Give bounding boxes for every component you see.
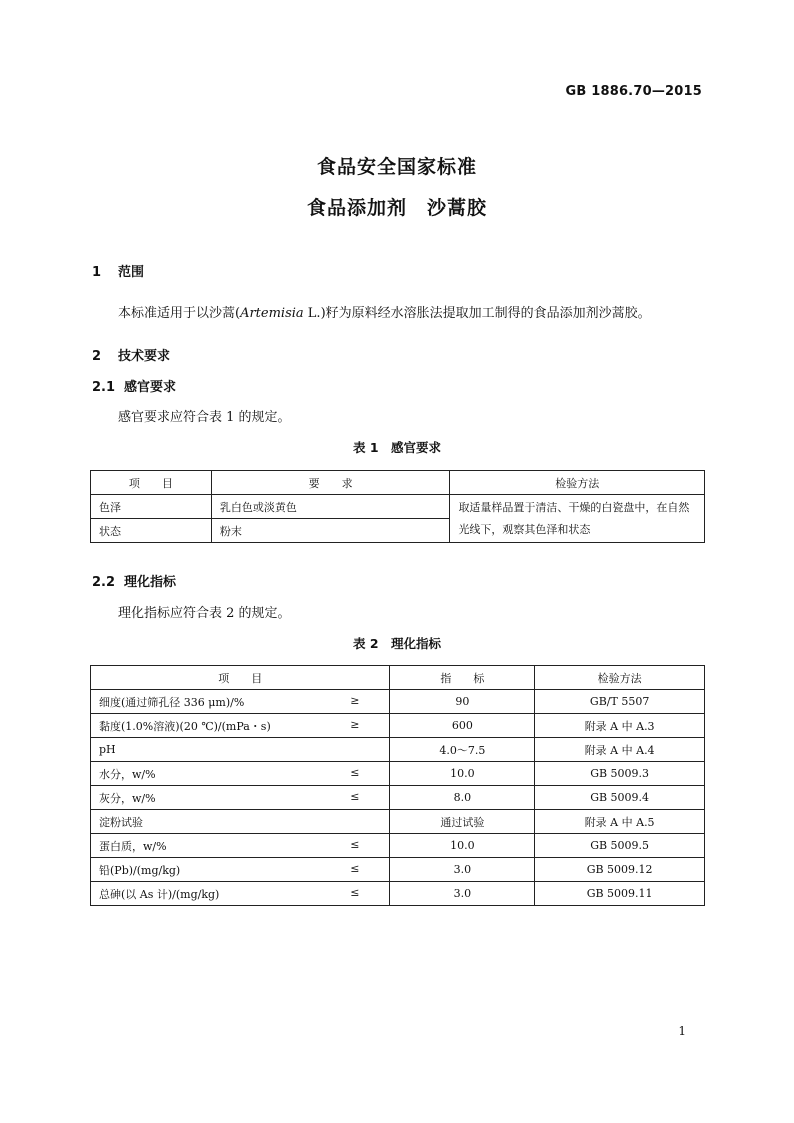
cell-value: 600 xyxy=(390,714,535,738)
table-row xyxy=(91,738,705,762)
table-1-sensory xyxy=(90,470,705,543)
table-1-caption: 表 1 感官要求 xyxy=(352,440,442,455)
item-label: 水分，w/% xyxy=(99,767,156,781)
cell-item xyxy=(91,882,390,906)
cell-value: 4.0～7.5 xyxy=(390,738,535,762)
section-title: 技术要求 xyxy=(118,349,171,364)
cell-requirement: 乳白色或淡黄色 xyxy=(211,495,450,519)
cell-method: 取适量样品置于清洁、干燥的白瓷盘中，在自然光线下，观察其色泽和状态 xyxy=(450,495,705,543)
table-2-physicochemical xyxy=(90,665,705,906)
section-2-2-heading xyxy=(92,571,176,590)
section-title: 感官要求 xyxy=(124,380,177,395)
table-row xyxy=(91,495,705,519)
comparison-symbol: ≤ xyxy=(350,765,360,779)
item-label: 黏度(1.0%溶液)(20 ℃)/(mPa・s) xyxy=(99,719,271,733)
cell-item: 色泽 xyxy=(91,495,212,519)
cell-method: GB 5009.4 xyxy=(535,786,705,810)
table-row xyxy=(91,834,705,858)
comparison-symbol: ≤ xyxy=(350,861,360,875)
table-row xyxy=(91,690,705,714)
cell-method: 附录 A 中 A.5 xyxy=(535,810,705,834)
section-number: 2 xyxy=(92,349,102,364)
section-1-heading xyxy=(92,261,144,280)
item-label: 淀粉试验 xyxy=(99,815,143,829)
comparison-symbol: ≤ xyxy=(350,885,360,899)
header-method: 检验方法 xyxy=(450,471,705,495)
item-label: 总砷(以 As 计)/(mg/kg) xyxy=(99,887,220,901)
table-row xyxy=(91,810,705,834)
header-requirement: 要 求 xyxy=(211,471,450,495)
standard-code: GB 1886.70—2015 xyxy=(565,84,702,99)
cell-value: 通过试验 xyxy=(390,810,535,834)
item-label: 铅(Pb)/(mg/kg) xyxy=(99,863,181,877)
table-header-row xyxy=(91,471,705,495)
cell-item xyxy=(91,762,390,786)
cell-method: GB/T 5507 xyxy=(535,690,705,714)
cell-item xyxy=(91,690,390,714)
cell-method: GB 5009.11 xyxy=(535,882,705,906)
table-row xyxy=(91,882,705,906)
cell-method: GB 5009.5 xyxy=(535,834,705,858)
table-header-row xyxy=(91,666,705,690)
comparison-symbol: ≤ xyxy=(350,789,360,803)
header-item: 项 目 xyxy=(91,471,212,495)
cell-value: 10.0 xyxy=(390,834,535,858)
cell-method: GB 5009.3 xyxy=(535,762,705,786)
header-item: 项 目 xyxy=(91,666,390,690)
section-2-2-text: 理化指标应符合表 2 的规定。 xyxy=(118,606,291,621)
cell-item xyxy=(91,858,390,882)
table-row xyxy=(91,858,705,882)
latin-name: Artemisia xyxy=(240,306,304,321)
cell-requirement: 粉末 xyxy=(211,519,450,543)
document-title: 食品安全国家标准 xyxy=(316,156,477,178)
cell-item: 状态 xyxy=(91,519,212,543)
section-title: 理化指标 xyxy=(124,575,177,590)
cell-item xyxy=(91,738,390,762)
section-2-heading xyxy=(92,345,170,364)
comparison-symbol: ≥ xyxy=(350,717,360,731)
section-number: 1 xyxy=(92,265,102,280)
cell-value: 8.0 xyxy=(390,786,535,810)
cell-method: 附录 A 中 A.3 xyxy=(535,714,705,738)
section-number: 2.2 xyxy=(92,575,116,590)
table-2-caption: 表 2 理化指标 xyxy=(352,636,442,651)
section-1-text xyxy=(118,302,651,321)
comparison-symbol: ≥ xyxy=(350,693,360,707)
comparison-symbol: ≤ xyxy=(350,837,360,851)
header-index: 指 标 xyxy=(390,666,535,690)
table-row xyxy=(91,714,705,738)
section-2-1-text: 感官要求应符合表 1 的规定。 xyxy=(118,410,291,425)
cell-item xyxy=(91,810,390,834)
text-part: L.)籽为原料经水溶胀法提取加工制得的食品添加剂沙蒿胶。 xyxy=(303,306,651,321)
cell-method: GB 5009.12 xyxy=(535,858,705,882)
item-label: 细度(通过筛孔径 336 μm)/% xyxy=(99,695,245,709)
section-2-1-heading xyxy=(92,376,176,395)
item-label: 灰分，w/% xyxy=(99,791,156,805)
table-row xyxy=(91,762,705,786)
cell-item xyxy=(91,786,390,810)
document-subtitle: 食品添加剂 沙蒿胶 xyxy=(306,197,487,219)
section-title: 范围 xyxy=(118,265,145,280)
cell-item xyxy=(91,834,390,858)
header-method: 检验方法 xyxy=(535,666,705,690)
section-number: 2.1 xyxy=(92,380,116,395)
cell-method: 附录 A 中 A.4 xyxy=(535,738,705,762)
page-number: 1 xyxy=(678,1024,686,1038)
cell-item xyxy=(91,714,390,738)
cell-value: 10.0 xyxy=(390,762,535,786)
cell-value: 3.0 xyxy=(390,858,535,882)
table-row xyxy=(91,786,705,810)
item-label: 蛋白质，w/% xyxy=(99,839,167,853)
cell-value: 3.0 xyxy=(390,882,535,906)
item-label: pH xyxy=(99,743,116,756)
cell-value: 90 xyxy=(390,690,535,714)
text-part: 本标准适用于以沙蒿( xyxy=(118,306,241,321)
